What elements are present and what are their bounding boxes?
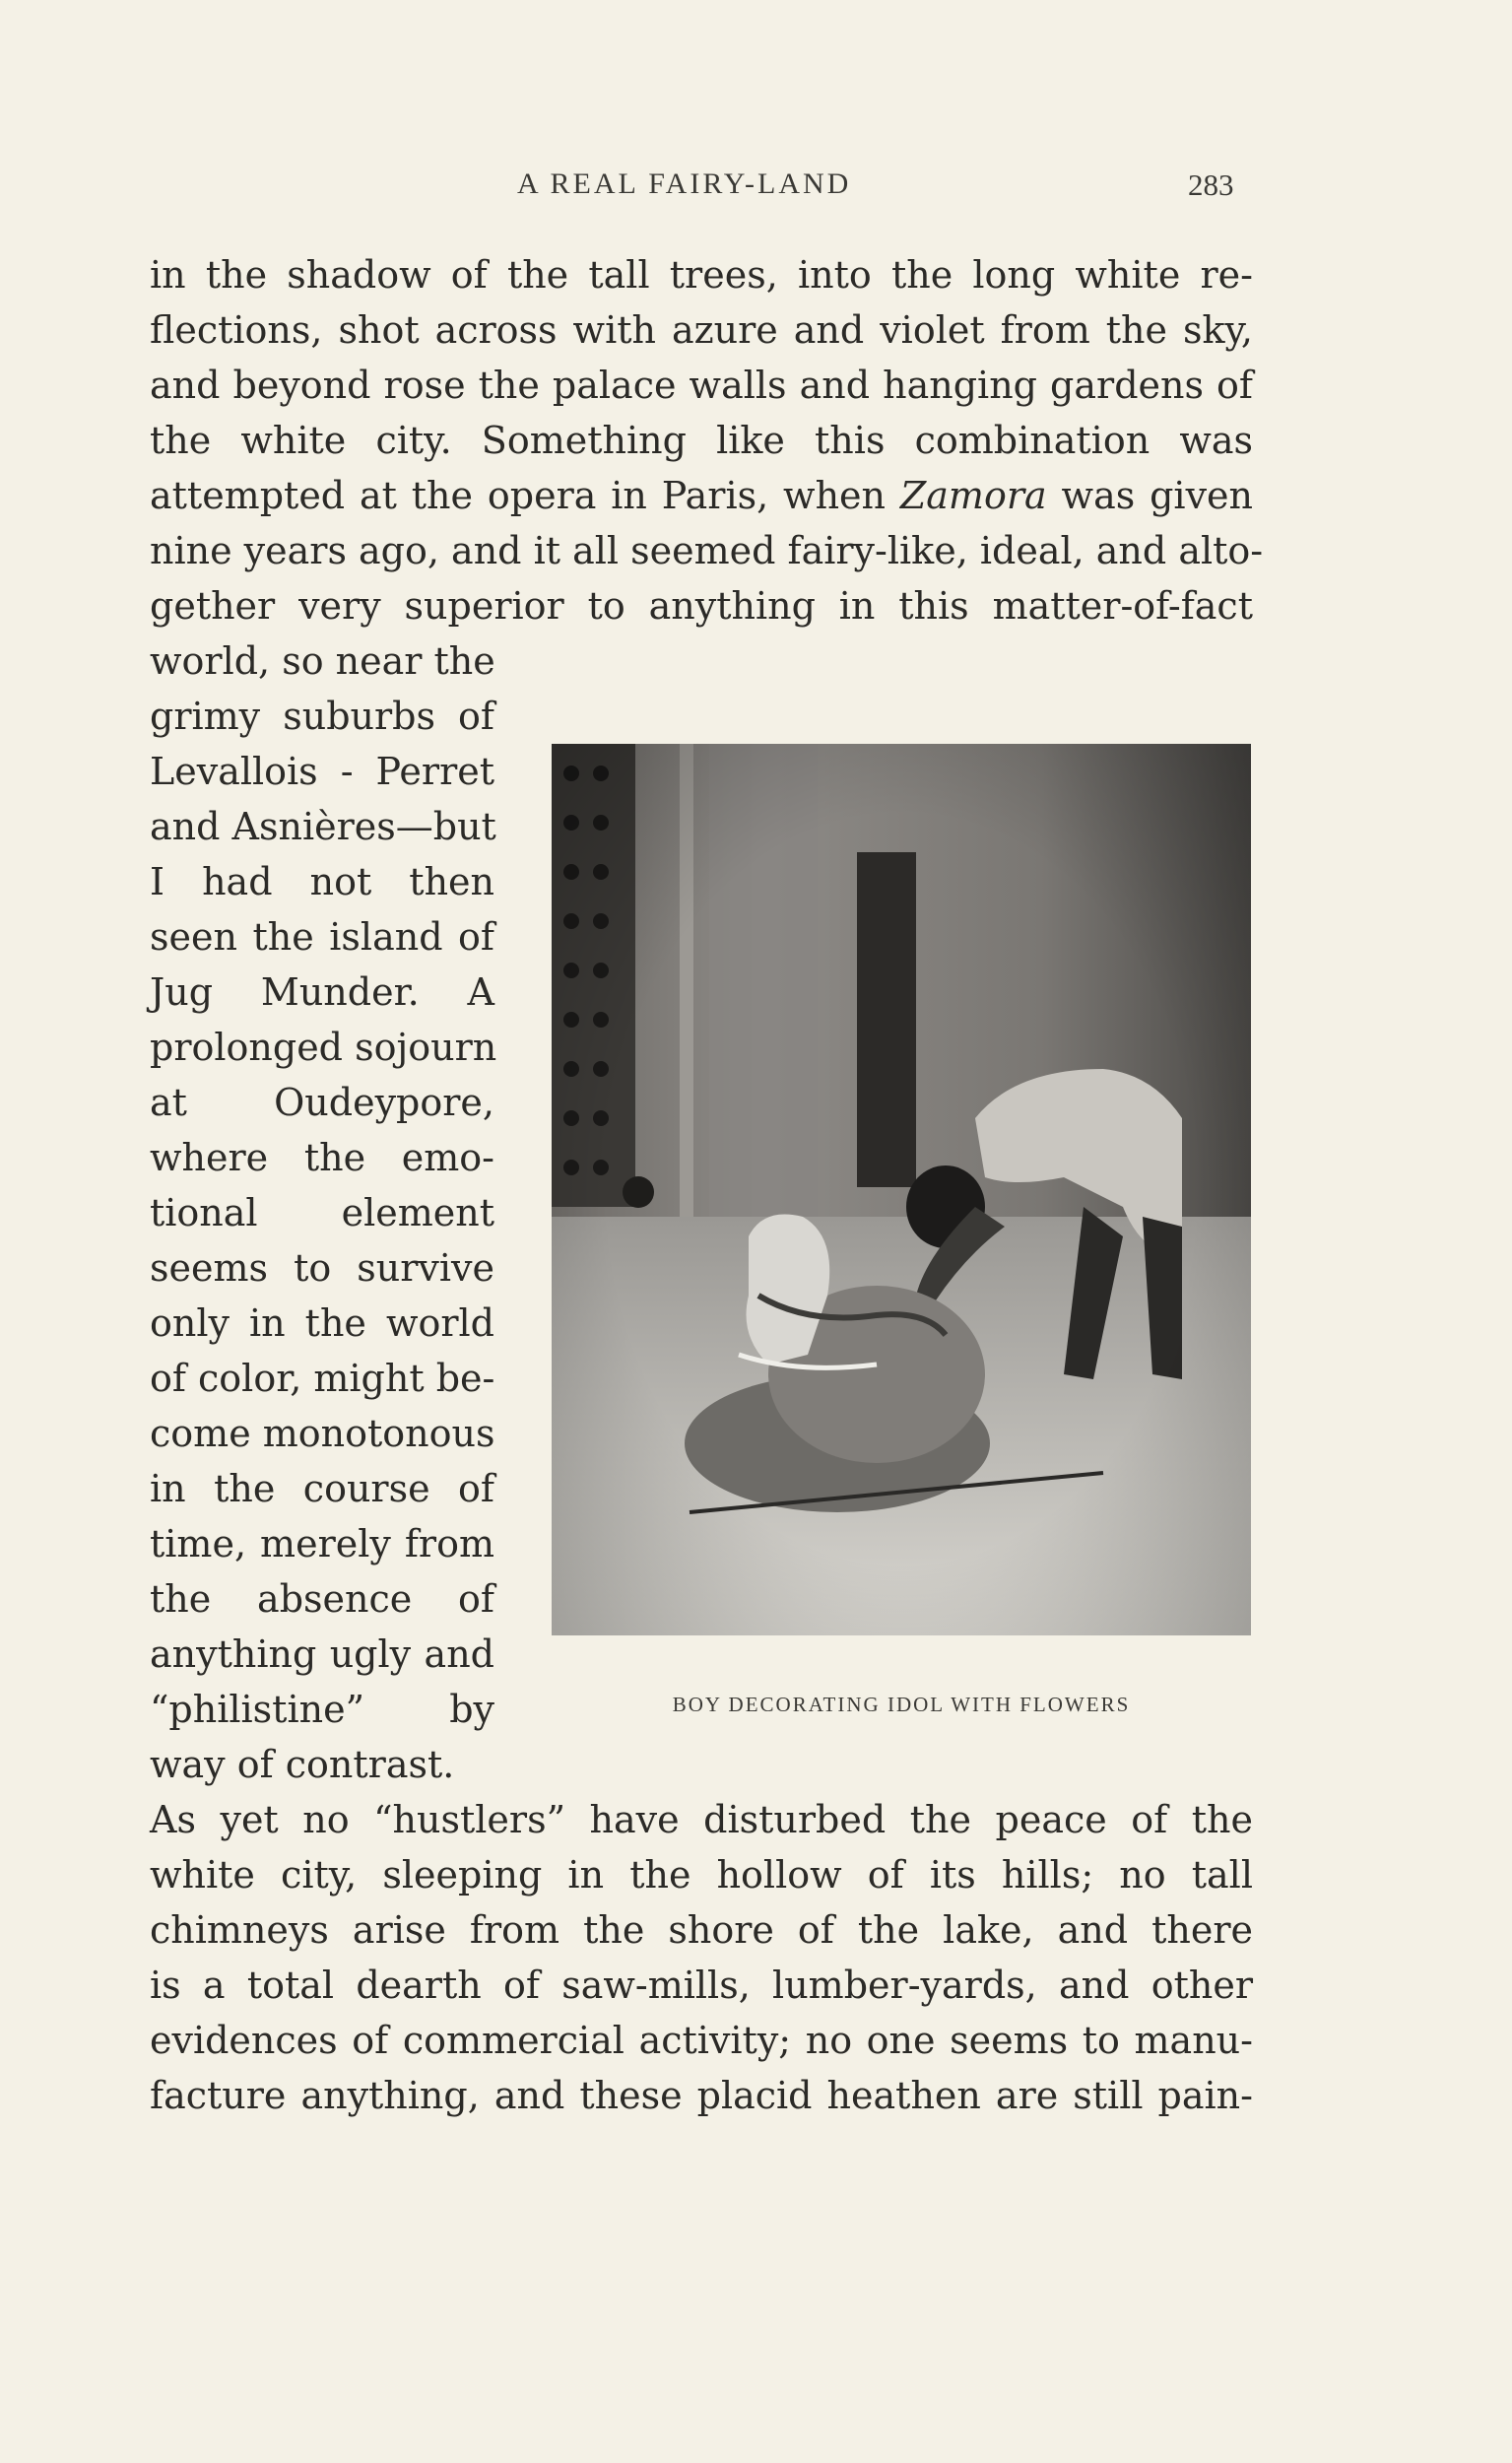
body-line: is a total dearth of saw-mills, lumber-yards, and other [150,1964,1253,2007]
body-line: nine years ago, and it all seemed fairy-like, ideal, and alto- [150,529,1264,572]
column-line: the absence of [150,1577,494,1621]
body-line: chimneys arise from the shore of the lake, and there [150,1908,1253,1952]
column-line: at Oudeypore, [150,1081,494,1124]
column-line: of color, might be- [150,1357,495,1400]
vignette [552,744,1251,1635]
column-line: come monotonous [150,1412,495,1455]
column-line: I had not then [150,860,494,903]
body-line: in the shadow of the tall trees, into the long white re- [150,253,1253,297]
body-line: facture anything, and these placid heathen are still pain- [150,2074,1253,2117]
running-title: A REAL FAIRY-LAND [517,167,852,200]
column-line: where the emo- [150,1136,494,1179]
body-line [150,472,1253,519]
column-line: only in the world [150,1301,494,1345]
page-number: 283 [1188,167,1234,202]
column-line: seen the island of [150,915,494,959]
body-line: and beyond rose the palace walls and hanging gardens of [150,364,1253,407]
body-line: As yet no “hustlers” have disturbed the peace of the [150,1798,1253,1841]
body-line: evidences of commercial activity; no one seems to manu- [150,2019,1253,2062]
body-line: gether very superior to anything in this matter-of-fact [150,584,1253,628]
column-line: Levallois - Perret [150,750,494,793]
body-line: the white city. Something like this combination was [150,419,1253,462]
column-line: grimy suburbs of [150,695,494,738]
illustration-caption: BOY DECORATING IDOL WITH FLOWERS [672,1693,1131,1716]
column-line: world, so near the [150,639,495,683]
column-line: way of contrast. [150,1743,455,1786]
body-line: white city, sleeping in the hollow of its hills; no tall [150,1853,1253,1897]
column-line: prolonged sojourn [150,1026,497,1069]
column-line: seems to survive [150,1246,494,1290]
column-line: anything ugly and [150,1632,494,1676]
column-line: “philistine” by [150,1688,494,1731]
body-text: was given [1046,474,1253,517]
body-text: attempted at the opera in Paris, when [150,474,900,517]
body-line: flections, shot across with azure and violet from the sky, [150,308,1253,352]
opera-title: Zamora [899,474,1047,517]
running-head [0,167,1512,207]
illustration [552,744,1251,1635]
column-line: time, merely from [150,1522,494,1565]
column-line: in the course of [150,1467,494,1510]
column-line: and Asnières—but [150,805,496,848]
illustration-drawing [552,744,1251,1635]
column-line: tional element [150,1191,494,1234]
column-line: Jug Munder. A [150,970,494,1014]
